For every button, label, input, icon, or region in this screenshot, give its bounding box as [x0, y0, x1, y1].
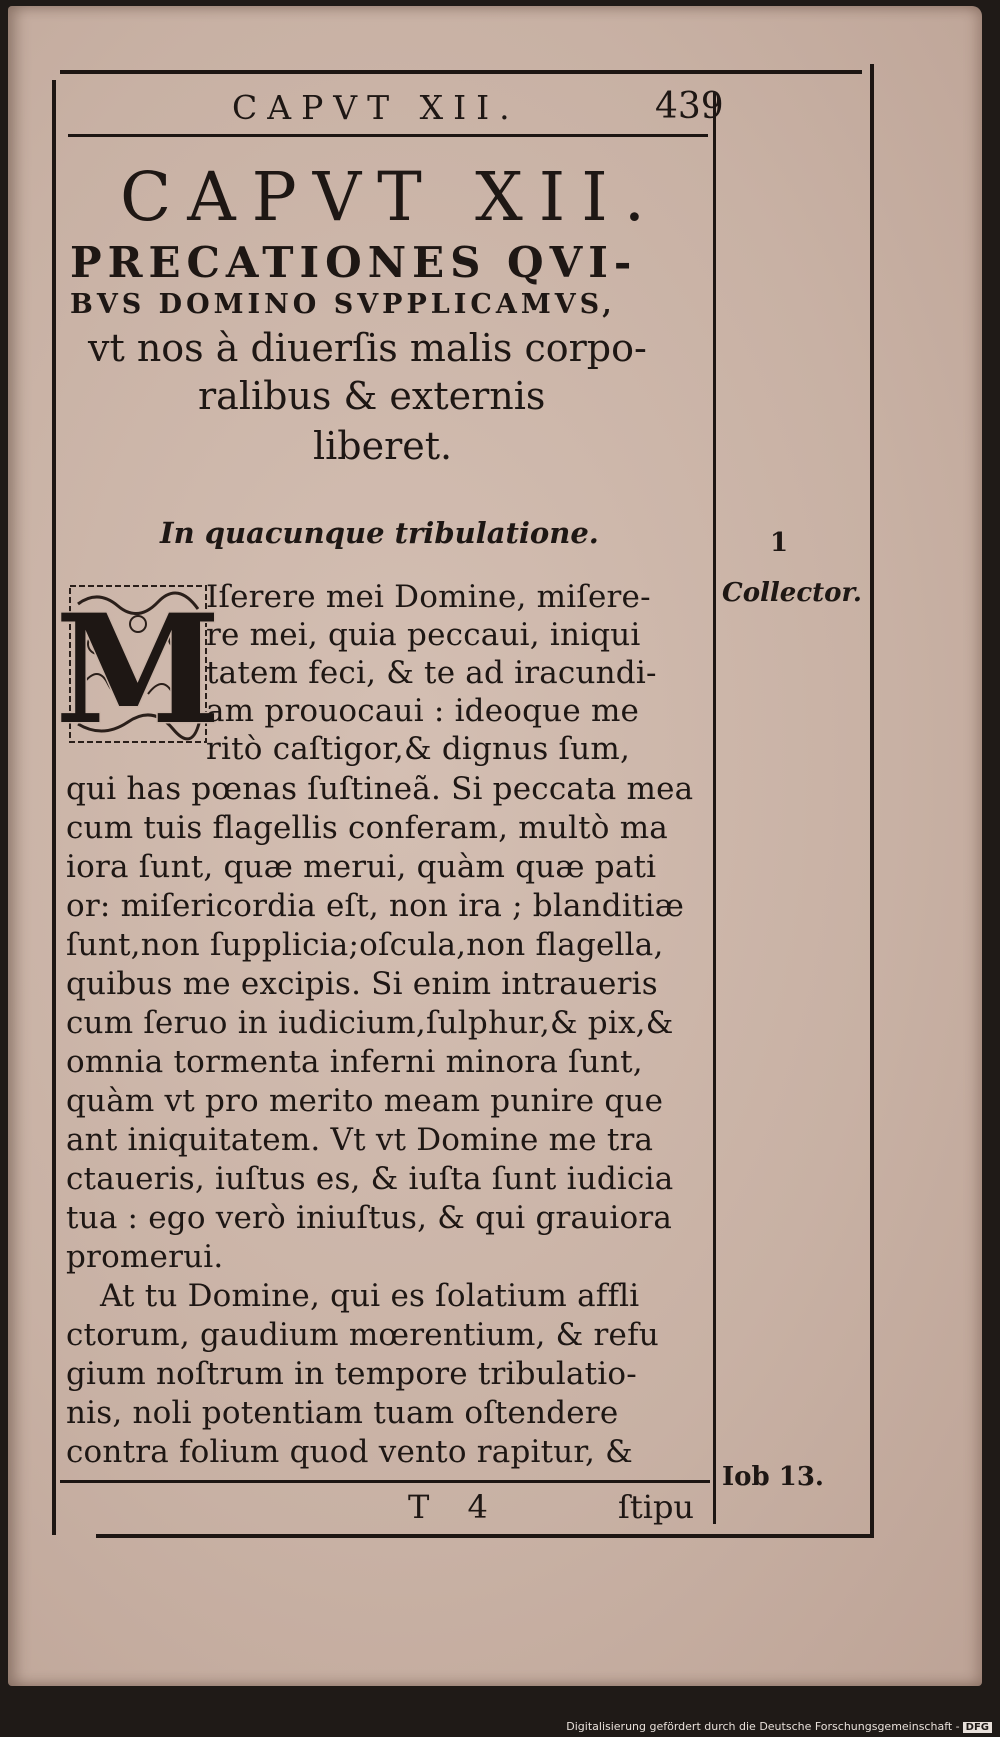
frame-right-rule — [870, 64, 874, 1534]
body-line: re mei, quia peccaui, iniqui — [206, 617, 641, 653]
body-line: contra folium quod vento rapitur, & — [66, 1434, 633, 1470]
chapter-title: CAPVT XII. — [120, 158, 662, 236]
frame-top-rule — [60, 70, 862, 74]
heading-line-3: vt nos à diuerſis malis corpo- — [88, 326, 647, 370]
body-line: or: miſericordia eſt, non ira ; blanditiæ — [66, 888, 685, 924]
body-line: qui has pœnas ſuſtineã. Si peccata mea — [66, 771, 694, 807]
signature-mark: T 4 — [408, 1488, 502, 1526]
column-divider-rule — [713, 92, 716, 1524]
footer-rule — [60, 1480, 710, 1483]
body-line: am prouocaui : ideoque me — [206, 693, 640, 729]
body-line: promerui. — [66, 1239, 224, 1275]
credit-text: Digitalisierung gefördert durch die Deutsche Forschungsgemeinschaft - — [566, 1720, 960, 1733]
body-line: ctaueris, iuſtus es, & iuſta ſunt iudicia — [66, 1161, 674, 1197]
body-line: tua : ego verò iniuſtus, & qui grauiora — [66, 1200, 673, 1236]
body-line: ſunt,non ſupplicia;oſcula,non flagella, — [66, 927, 664, 963]
body-line: gium noſtrum in tempore tribulatio- — [66, 1356, 637, 1392]
running-title: CAPVT XII. — [232, 88, 520, 127]
digitization-credit — [566, 1720, 992, 1733]
heading-line-5: liberet. — [313, 424, 453, 468]
body-line: ritò caſtigor,& dignus ſum, — [206, 731, 631, 767]
initial-letter: M — [54, 582, 222, 758]
dfg-logo: DFG — [963, 1722, 992, 1733]
body-line: cum tuis flagellis conferam, multò ma — [66, 810, 668, 846]
decorated-initial-m — [54, 582, 222, 758]
body-line: ant iniquitatem. Vt vt Domine me tra — [66, 1122, 654, 1158]
body-line: quàm vt pro merito meam punire que — [66, 1083, 664, 1119]
frame-left-rule — [52, 80, 56, 1535]
margin-number: 1 — [770, 528, 789, 558]
body-line: ctorum, gaudium mœrentium, & refu — [66, 1317, 659, 1353]
header-rule — [68, 134, 708, 137]
page-number: 439 — [655, 86, 724, 127]
body-line: At tu Domine, qui es ſolatium affli — [100, 1278, 640, 1314]
margin-note-job: Iob 13. — [722, 1462, 824, 1492]
body-line: iora ſunt, quæ merui, quàm quæ pati — [66, 849, 657, 885]
body-line: quibus me excipis. Si enim intraueris — [66, 966, 658, 1002]
body-line: nis, noli potentiam tuam oſtendere — [66, 1395, 619, 1431]
section-subheading: In quacunque tribulatione. — [160, 516, 599, 550]
book-page — [8, 6, 982, 1686]
body-line: Iſerere mei Domine, miſere- — [206, 579, 651, 615]
body-line: tatem feci, & te ad iracundi- — [206, 655, 657, 691]
bottom-rule — [96, 1534, 874, 1538]
heading-line-2: BVS DOMINO SVPPLICAMVS, — [70, 289, 616, 320]
catchword: ſtipu — [618, 1488, 695, 1526]
margin-note-collector: Collector. — [722, 578, 862, 608]
body-line: omnia tormenta inferni minora ſunt, — [66, 1044, 643, 1080]
body-line: cum ſeruo in iudicium,ſulphur,& pix,& — [66, 1005, 674, 1041]
heading-line-1: PRECATIONES QVI- — [70, 238, 638, 287]
heading-line-4: ralibus & externis — [198, 374, 546, 418]
